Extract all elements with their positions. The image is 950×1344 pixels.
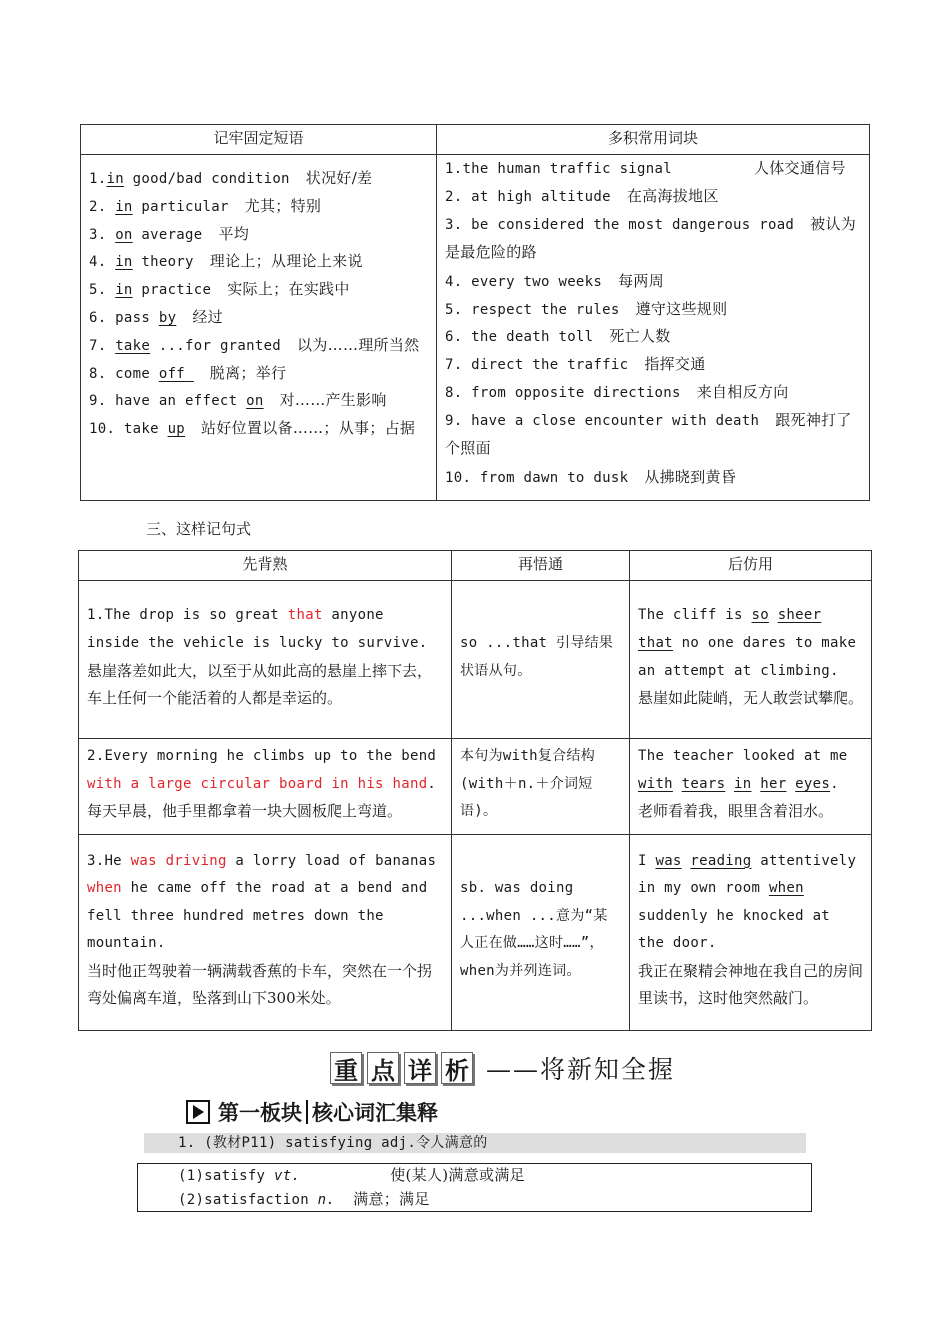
phrase-prefix: 2.: [89, 198, 116, 215]
imitate-cell: [630, 739, 872, 835]
phrase-item: [89, 248, 428, 276]
explain-cell: [452, 739, 630, 835]
chunk-item: [445, 407, 861, 464]
sentence-part: 1.The drop is so great: [87, 607, 288, 624]
phrase-meaning: 经过: [192, 307, 223, 326]
header-recite: 先背熟: [79, 551, 452, 581]
phrase-blank: on: [115, 226, 133, 243]
phrase-blank: in: [115, 282, 133, 299]
chunk-english: 1.the human traffic signal: [445, 161, 672, 177]
chunk-meaning: 死亡人数: [609, 327, 671, 346]
sentence-part: The cliff is: [638, 607, 752, 624]
sentence-part: anyone inside the vehicle is lucky to survive.: [87, 607, 428, 651]
phrase-prefix: 9. have an effect: [89, 393, 247, 410]
phrase-blank: on: [246, 393, 264, 410]
recite-translation: 悬崖落差如此大，以至于从如此高的悬崖上摔下去，车上任何一个能活着的人都是幸运的。: [87, 661, 433, 708]
phrase-prefix: 6. pass: [89, 309, 159, 326]
sentence-part: he came off the road at a bend and fell three hundred metres down the mountain.: [87, 880, 428, 952]
phrase-blank: in: [115, 254, 133, 271]
banner-char-box: 重: [330, 1052, 362, 1084]
sentence-part: sheer: [777, 607, 822, 624]
common-chunks-cell: [437, 155, 870, 501]
vocab-pos: vt.: [274, 1168, 301, 1184]
chunk-meaning: 遵守这些规则: [635, 299, 728, 318]
sentence-part: so: [751, 607, 769, 624]
imitate-sentence: [638, 743, 863, 798]
recite-cell: [79, 581, 452, 739]
phrase-item: [89, 221, 428, 249]
sentence-part: [752, 776, 761, 792]
sentence-part: .: [830, 775, 839, 792]
phrase-meaning: 脱离；举行: [209, 363, 287, 382]
sentence-part: suddenly he knocked at the door.: [638, 907, 831, 952]
sentence-part: 3.He: [87, 852, 131, 869]
phrase-prefix: 3.: [89, 226, 116, 243]
recite-cell: [79, 739, 452, 835]
sentence-part: a lorry load of bananas: [226, 852, 437, 869]
phrase-item: [89, 276, 428, 304]
sentence-part: that: [638, 634, 673, 651]
phrases-table: [80, 124, 870, 501]
chunk-item: [445, 296, 861, 324]
sentence-part: attentively in my own room: [638, 852, 857, 897]
chunk-item: [445, 268, 861, 296]
sentence-part: [786, 776, 795, 792]
sentence-part: her: [760, 775, 787, 792]
explain-cell: [452, 581, 630, 739]
chunk-item: [445, 323, 861, 351]
imitate-cell: [630, 581, 872, 739]
sentence-part: that: [287, 607, 323, 624]
recite-sentence: [87, 743, 443, 798]
explanation: 本句为with复合结构(with＋n.＋介词短语)。: [460, 748, 596, 820]
sentence-part: when: [768, 880, 804, 897]
sentence-part: no one dares to make an attempt at climbing.: [638, 634, 857, 679]
vocab-heading: 1. (教材P11) satisfying adj.令人满意的: [144, 1133, 806, 1153]
block-label-a: 第一板块: [218, 1101, 302, 1125]
chunk-meaning: 被认为是最危险的路: [445, 214, 857, 262]
phrase-meaning: 尤其；特别: [244, 196, 322, 215]
explanation: sb. was doing ...when ...意为“某人正在做……这时……”，when为并列连词。: [460, 880, 608, 979]
phrase-item: [89, 415, 428, 444]
sentence-part: 2.Every morning he climbs up to the bend: [87, 748, 437, 764]
play-icon: [186, 1100, 210, 1124]
section-banner: [330, 1050, 675, 1086]
phrase-prefix: 10. take: [89, 421, 168, 438]
phrase-meaning: 站好位置以备……；从事；占据: [201, 419, 416, 438]
sentence-part: with: [638, 775, 673, 792]
vocab-item: [178, 1164, 811, 1188]
phrase-meaning: 对……产生影响: [279, 391, 387, 410]
phrase-item: [89, 193, 428, 221]
vocab-pos: n.: [317, 1192, 336, 1208]
phrase-prefix: 4.: [89, 254, 116, 271]
divider: [306, 1100, 308, 1124]
chunk-english: 5. respect the rules: [445, 301, 620, 318]
phrase-item: [89, 165, 428, 193]
chunk-meaning: 跟死神打了个照面: [445, 410, 852, 458]
chunk-meaning: 来自相反方向: [696, 382, 789, 401]
phrase-meaning: 实际上；在实践中: [227, 280, 350, 299]
phrase-blank: by: [158, 309, 177, 326]
chunk-english: 8. from opposite directions: [445, 384, 681, 401]
phrase-suffix: particular: [132, 198, 229, 215]
phrase-blank: take: [115, 337, 151, 354]
sentence-patterns-table: [78, 550, 872, 1031]
sentence-part: was driving: [130, 852, 227, 869]
sentence-part: was: [655, 852, 682, 869]
chunk-english: 4. every two weeks: [445, 273, 603, 290]
banner-subtitle: ——将新知全握: [486, 1055, 676, 1084]
phrase-blank: up: [167, 421, 186, 438]
banner-char-box: 详: [404, 1052, 436, 1084]
phrase-meaning: 状况好/差: [305, 169, 373, 187]
vocab-item: [178, 1188, 811, 1212]
sentence-row: [79, 581, 872, 739]
chunk-meaning: 每两周: [618, 271, 665, 290]
chunk-english: 2. at high altitude: [445, 188, 611, 205]
vocab-box: [137, 1163, 812, 1212]
phrase-meaning: 以为……理所当然: [297, 335, 420, 354]
sentence-part: in: [734, 775, 752, 792]
sentence-row: [79, 834, 872, 1030]
sentence-row: [79, 739, 872, 835]
explain-cell: [452, 834, 630, 1030]
imitate-sentence: [638, 602, 863, 685]
phrase-suffix: average: [132, 226, 203, 243]
imitate-sentence: [638, 848, 863, 958]
recite-cell: [79, 834, 452, 1030]
recite-sentence: [87, 848, 443, 958]
phrases-header-right: 多积常用词块: [437, 125, 870, 155]
phrase-item: [89, 387, 428, 415]
phrase-item: [89, 304, 428, 332]
chunk-meaning: 从拂晓到黄昏: [644, 467, 737, 486]
sentence-part: tears: [681, 775, 726, 792]
vocab-meaning: 满意；满足: [353, 1190, 430, 1208]
phrase-prefix: 7.: [89, 337, 116, 354]
imitate-translation: 我正在聚精会神地在我自己的房间里读书，这时他突然敲门。: [638, 961, 864, 1008]
chunk-item: [445, 464, 861, 492]
chunk-item: [445, 155, 861, 183]
phrase-suffix: theory: [132, 254, 194, 271]
phrase-meaning: 平均: [218, 224, 250, 243]
recite-translation: 当时他正驾驶着一辆满载香蕉的卡车，突然在一个拐弯处偏离车道，坠落到山下300米处。: [87, 961, 433, 1008]
vocab-word: (1)satisfy: [178, 1168, 275, 1184]
chunk-english: 7. direct the traffic: [445, 357, 629, 374]
explanation: so ...that 引导结果状语从句。: [460, 634, 614, 679]
vocab-word: (2)satisfaction: [178, 1192, 318, 1208]
sentence-part: when: [87, 880, 122, 897]
block-heading: [186, 1098, 438, 1126]
phrase-prefix: 1.: [89, 171, 107, 187]
phrase-suffix: good/bad condition: [123, 171, 290, 187]
sentence-part: .: [427, 775, 437, 792]
phrase-prefix: 8. come: [89, 365, 159, 382]
chunk-item: [445, 379, 861, 407]
header-understand: 再悟通: [452, 551, 630, 581]
chunk-english: 9. have a close encounter with death: [445, 412, 760, 429]
sentence-part: [725, 776, 734, 792]
chunk-meaning: 人体交通信号: [753, 159, 846, 177]
imitate-cell: [630, 834, 872, 1030]
banner-char-box: 点: [367, 1052, 399, 1084]
phrases-header-left: 记牢固定短语: [81, 125, 437, 155]
phrase-item: [89, 332, 428, 360]
phrase-blank: off: [158, 365, 194, 382]
sentence-part: eyes: [795, 775, 831, 792]
chunk-english: 3. be considered the most dangerous road: [445, 216, 795, 233]
sentence-part: [673, 776, 682, 792]
phrase-prefix: 5.: [89, 282, 116, 299]
common-chunks-list: [445, 155, 861, 492]
chunk-item: [445, 351, 861, 379]
chunk-english: 10. from dawn to dusk: [445, 469, 629, 486]
block-label-b: 核心词汇集释: [312, 1101, 438, 1125]
imitate-translation: 悬崖如此陡峭，无人敢尝试攀爬。: [638, 689, 864, 708]
phrase-suffix: practice: [132, 282, 212, 299]
phrase-item: [89, 360, 428, 388]
chunk-meaning: 在高海拔地区: [626, 186, 719, 205]
sentence-part: [769, 607, 778, 623]
phrase-meaning: 理论上；从理论上来说: [209, 252, 363, 271]
phrase-blank: in: [106, 171, 124, 187]
header-imitate: 后仿用: [630, 551, 872, 581]
section-title: 三、这样记句式: [146, 520, 252, 538]
chunk-english: 6. the death toll: [445, 329, 594, 346]
sentence-part: I: [638, 852, 656, 869]
chunk-item: [445, 211, 861, 268]
fixed-phrases-list: [89, 165, 428, 444]
sentence-part: with a large circular board in his hand: [87, 775, 428, 792]
sentence-part: The teacher looked at me: [638, 748, 848, 764]
phrase-blank: in: [115, 198, 133, 215]
imitate-translation: 老师看着我，眼里含着泪水。: [638, 802, 834, 821]
recite-sentence: [87, 602, 443, 657]
banner-char-box: 析: [441, 1052, 473, 1084]
fixed-phrases-cell: [81, 155, 437, 501]
phrase-suffix: ...for granted: [150, 337, 282, 354]
recite-translation: 每天早晨，他手里都拿着一块大圆板爬上弯道。: [87, 802, 403, 821]
vocab-meaning: 使(某人)满意或满足: [390, 1166, 525, 1184]
chunk-item: [445, 183, 861, 211]
sentence-part: reading: [690, 852, 752, 869]
chunk-meaning: 指挥交通: [644, 355, 706, 374]
